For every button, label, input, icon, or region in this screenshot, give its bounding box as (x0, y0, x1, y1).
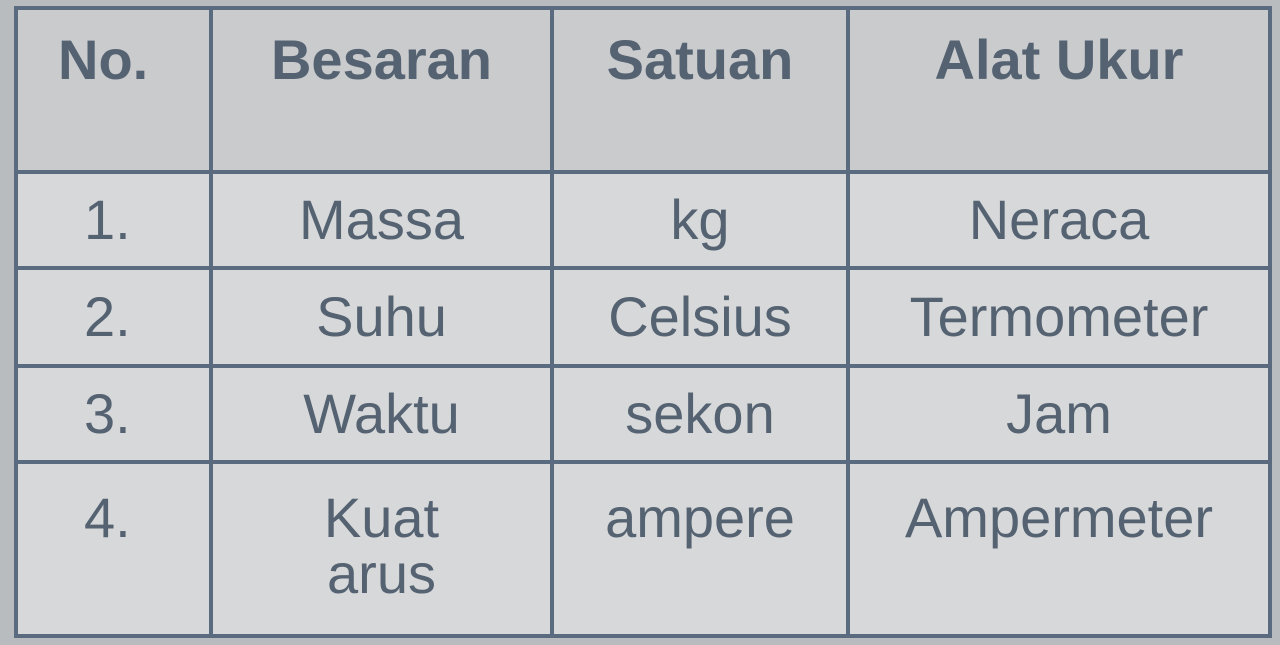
cell-alat-ukur: Termometer (848, 268, 1270, 366)
table-row (16, 172, 1270, 268)
cell-alat-ukur: Jam (848, 366, 1270, 462)
table-row (16, 462, 1270, 636)
cell-besaran: Suhu (211, 268, 552, 366)
cell-no: 1. (16, 172, 211, 268)
cell-satuan: ampere (552, 462, 848, 636)
cell-no: 4. (16, 462, 211, 636)
header-besaran-label: Besaran (270, 28, 493, 91)
measurement-table (14, 6, 1272, 638)
cell-satuan: Celsius (552, 268, 848, 366)
header-satuan: Satuan (552, 8, 848, 172)
cell-no: 2. (16, 268, 211, 366)
header-alat-ukur: Alat Ukur (848, 8, 1270, 172)
header-besaran (211, 8, 552, 172)
cell-satuan: sekon (552, 366, 848, 462)
cell-besaran: Massa (211, 172, 552, 268)
table-header-row (16, 8, 1270, 172)
cell-besaran: Waktu (211, 366, 552, 462)
cell-besaran (211, 462, 552, 636)
cell-besaran-label: Kuat arus (323, 486, 440, 605)
header-no: No. (16, 8, 211, 172)
cell-alat-ukur-label: Ampermeter (904, 486, 1214, 549)
table-row (16, 268, 1270, 366)
cell-satuan: kg (552, 172, 848, 268)
cell-no: 3. (16, 366, 211, 462)
table-row (16, 366, 1270, 462)
cell-alat-ukur: Neraca (848, 172, 1270, 268)
cell-alat-ukur (848, 462, 1270, 636)
